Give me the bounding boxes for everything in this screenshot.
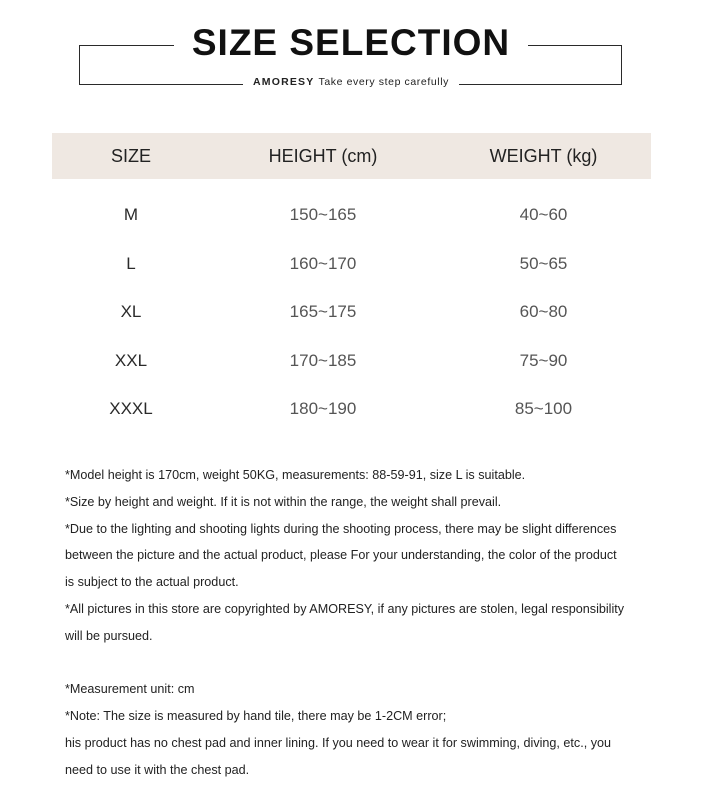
header-weight: WEIGHT (kg) [489, 145, 598, 166]
table-row [52, 240, 651, 289]
size-cell: XL [120, 302, 142, 322]
height-cell: 170~185 [289, 350, 357, 370]
header-height: HEIGHT (cm) [268, 145, 378, 166]
height-cell: 180~190 [289, 399, 357, 419]
size-notes [65, 462, 665, 784]
size-cell: M [123, 205, 139, 225]
header-size: SIZE [110, 145, 151, 166]
note-copyright-1: *All pictures in this store are copyrighted by AMORESY, if any pictures are stolen, legal responsibility [65, 601, 625, 616]
note-unit: *Measurement unit: cm [65, 682, 195, 697]
table-row [52, 385, 651, 434]
page-header [0, 0, 702, 100]
table-header-row [52, 133, 651, 179]
note-size-rule: *Size by height and weight. If it is not within the range, the weight shall prevail. [65, 494, 502, 509]
size-table [52, 133, 651, 434]
weight-cell: 75~90 [519, 350, 568, 370]
note-lighting-3: is subject to the actual product. [65, 575, 239, 590]
note-measure-error: *Note: The size is measured by hand tile, there may be 1-2CM error; [65, 709, 447, 724]
weight-cell: 60~80 [519, 302, 568, 322]
tagline-text: Take every step carefully [318, 76, 450, 88]
weight-cell: 85~100 [514, 399, 573, 419]
note-copyright-2: will be pursued. [65, 628, 153, 643]
note-lining-1: his product has no chest pad and inner lining. If you need to wear it for swimming, diving, etc., you [65, 735, 612, 750]
weight-cell: 50~65 [519, 253, 568, 273]
note-lighting-2: between the picture and the actual product, please For your understanding, the color of the product [65, 548, 617, 563]
size-cell: XXXL [109, 399, 153, 419]
height-cell: 165~175 [289, 302, 357, 322]
brand-tagline-inner [243, 76, 459, 88]
notes-spacer [65, 650, 665, 677]
page-title [0, 22, 702, 64]
size-cell: L [126, 253, 136, 273]
table-row [52, 288, 651, 337]
weight-cell: 40~60 [519, 205, 568, 225]
note-model: *Model height is 170cm, weight 50KG, measurements: 88-59-91, size L is suitable. [65, 468, 526, 482]
page-title-text: SIZE SELECTION [174, 22, 528, 63]
size-cell: XXL [114, 350, 148, 370]
note-lighting-1: *Due to the lighting and shooting lights during the shooting process, there may be slight differences [65, 521, 617, 536]
brand-tagline [0, 76, 702, 88]
height-cell: 160~170 [289, 253, 357, 273]
table-row [52, 191, 651, 240]
table-row [52, 337, 651, 386]
height-cell: 150~165 [289, 205, 357, 225]
note-lining-2: need to use it with the chest pad. [65, 762, 250, 777]
table-body [52, 191, 651, 434]
brand-name: AMORESY [252, 76, 315, 88]
